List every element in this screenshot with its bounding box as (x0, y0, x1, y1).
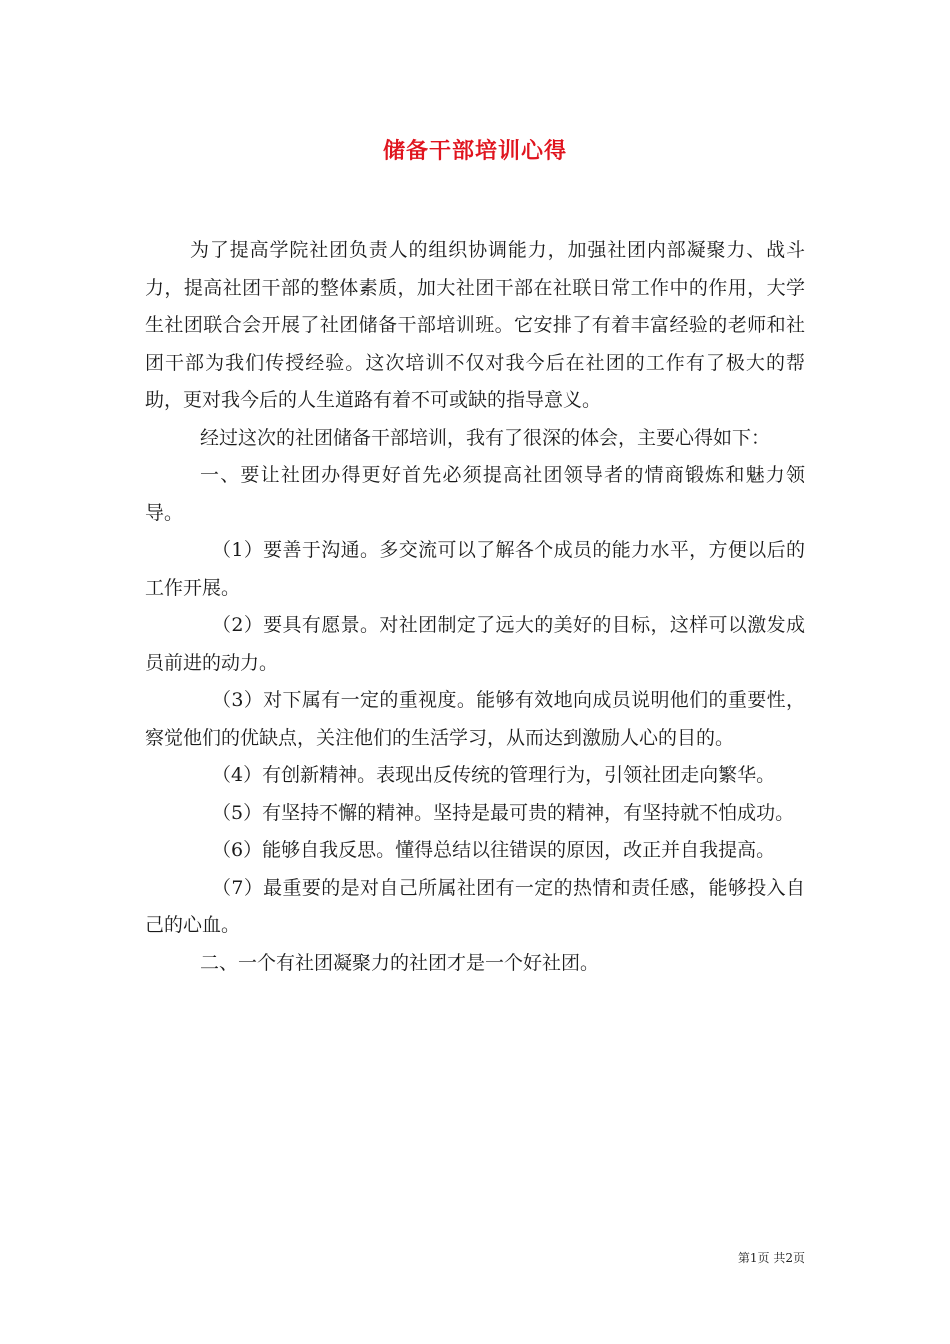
paragraph-item-6: （6）能够自我反思。懂得总结以往错误的原因，改正并自我提高。 (212, 839, 776, 861)
document-title: 储备干部培训心得 (382, 138, 567, 164)
paragraph-summary: 经过这次的社团储备干部培训，我有了很深的体会，主要心得如下： (200, 426, 771, 449)
paragraph-item-3: （3）对下属有一定的重视度。能够有效地向成员说明他们的重要性，察觉他们的优缺点，关注他们的生活学习，从而达到激励人心的目的。 (145, 689, 805, 749)
paragraph-item-2: （2）要具有愿景。对社团制定了远大的美好的目标，这样可以激发成员前进的动力。 (145, 614, 805, 674)
paragraph-section-one: 一、要让社团办得更好首先必须提高社团领导者的情商锻炼和魅力领导。 (145, 464, 805, 524)
paragraph-item-1: （1）要善于沟通。多交流可以了解各个成员的能力水平，方便以后的工作开展。 (145, 539, 805, 599)
document-body (145, 232, 805, 982)
page-number: 第1页 共2页 (737, 1251, 805, 1265)
paragraph-item-4: （4）有创新精神。表现出反传统的管理行为，引领社团走向繁华。 (212, 764, 776, 786)
paragraph-item-7: （7）最重要的是对自己所属社团有一定的热情和责任感，能够投入自己的心血。 (145, 876, 805, 936)
paragraph-section-two: 二、一个有社团凝聚力的社团才是一个好社团。 (200, 951, 600, 974)
paragraph-item-5: （5）有坚持不懈的精神。坚持是最可贵的精神，有坚持就不怕成功。 (212, 801, 795, 824)
paragraph-intro: 为了提高学院社团负责人的组织协调能力，加强社团内部凝聚力、战斗力，提高社团干部的整体素质，加大社团干部在社联日常工作中的作用，大学生社团联合会开展了社团储备干部培训班。它安排了有着丰富经验的老师和社团干部为我们传授经验。这次培训不仅对我今后在社团的工作有了极大的帮助，更对我今后的人生道路有着不可或缺的指导意义。 (145, 239, 805, 411)
